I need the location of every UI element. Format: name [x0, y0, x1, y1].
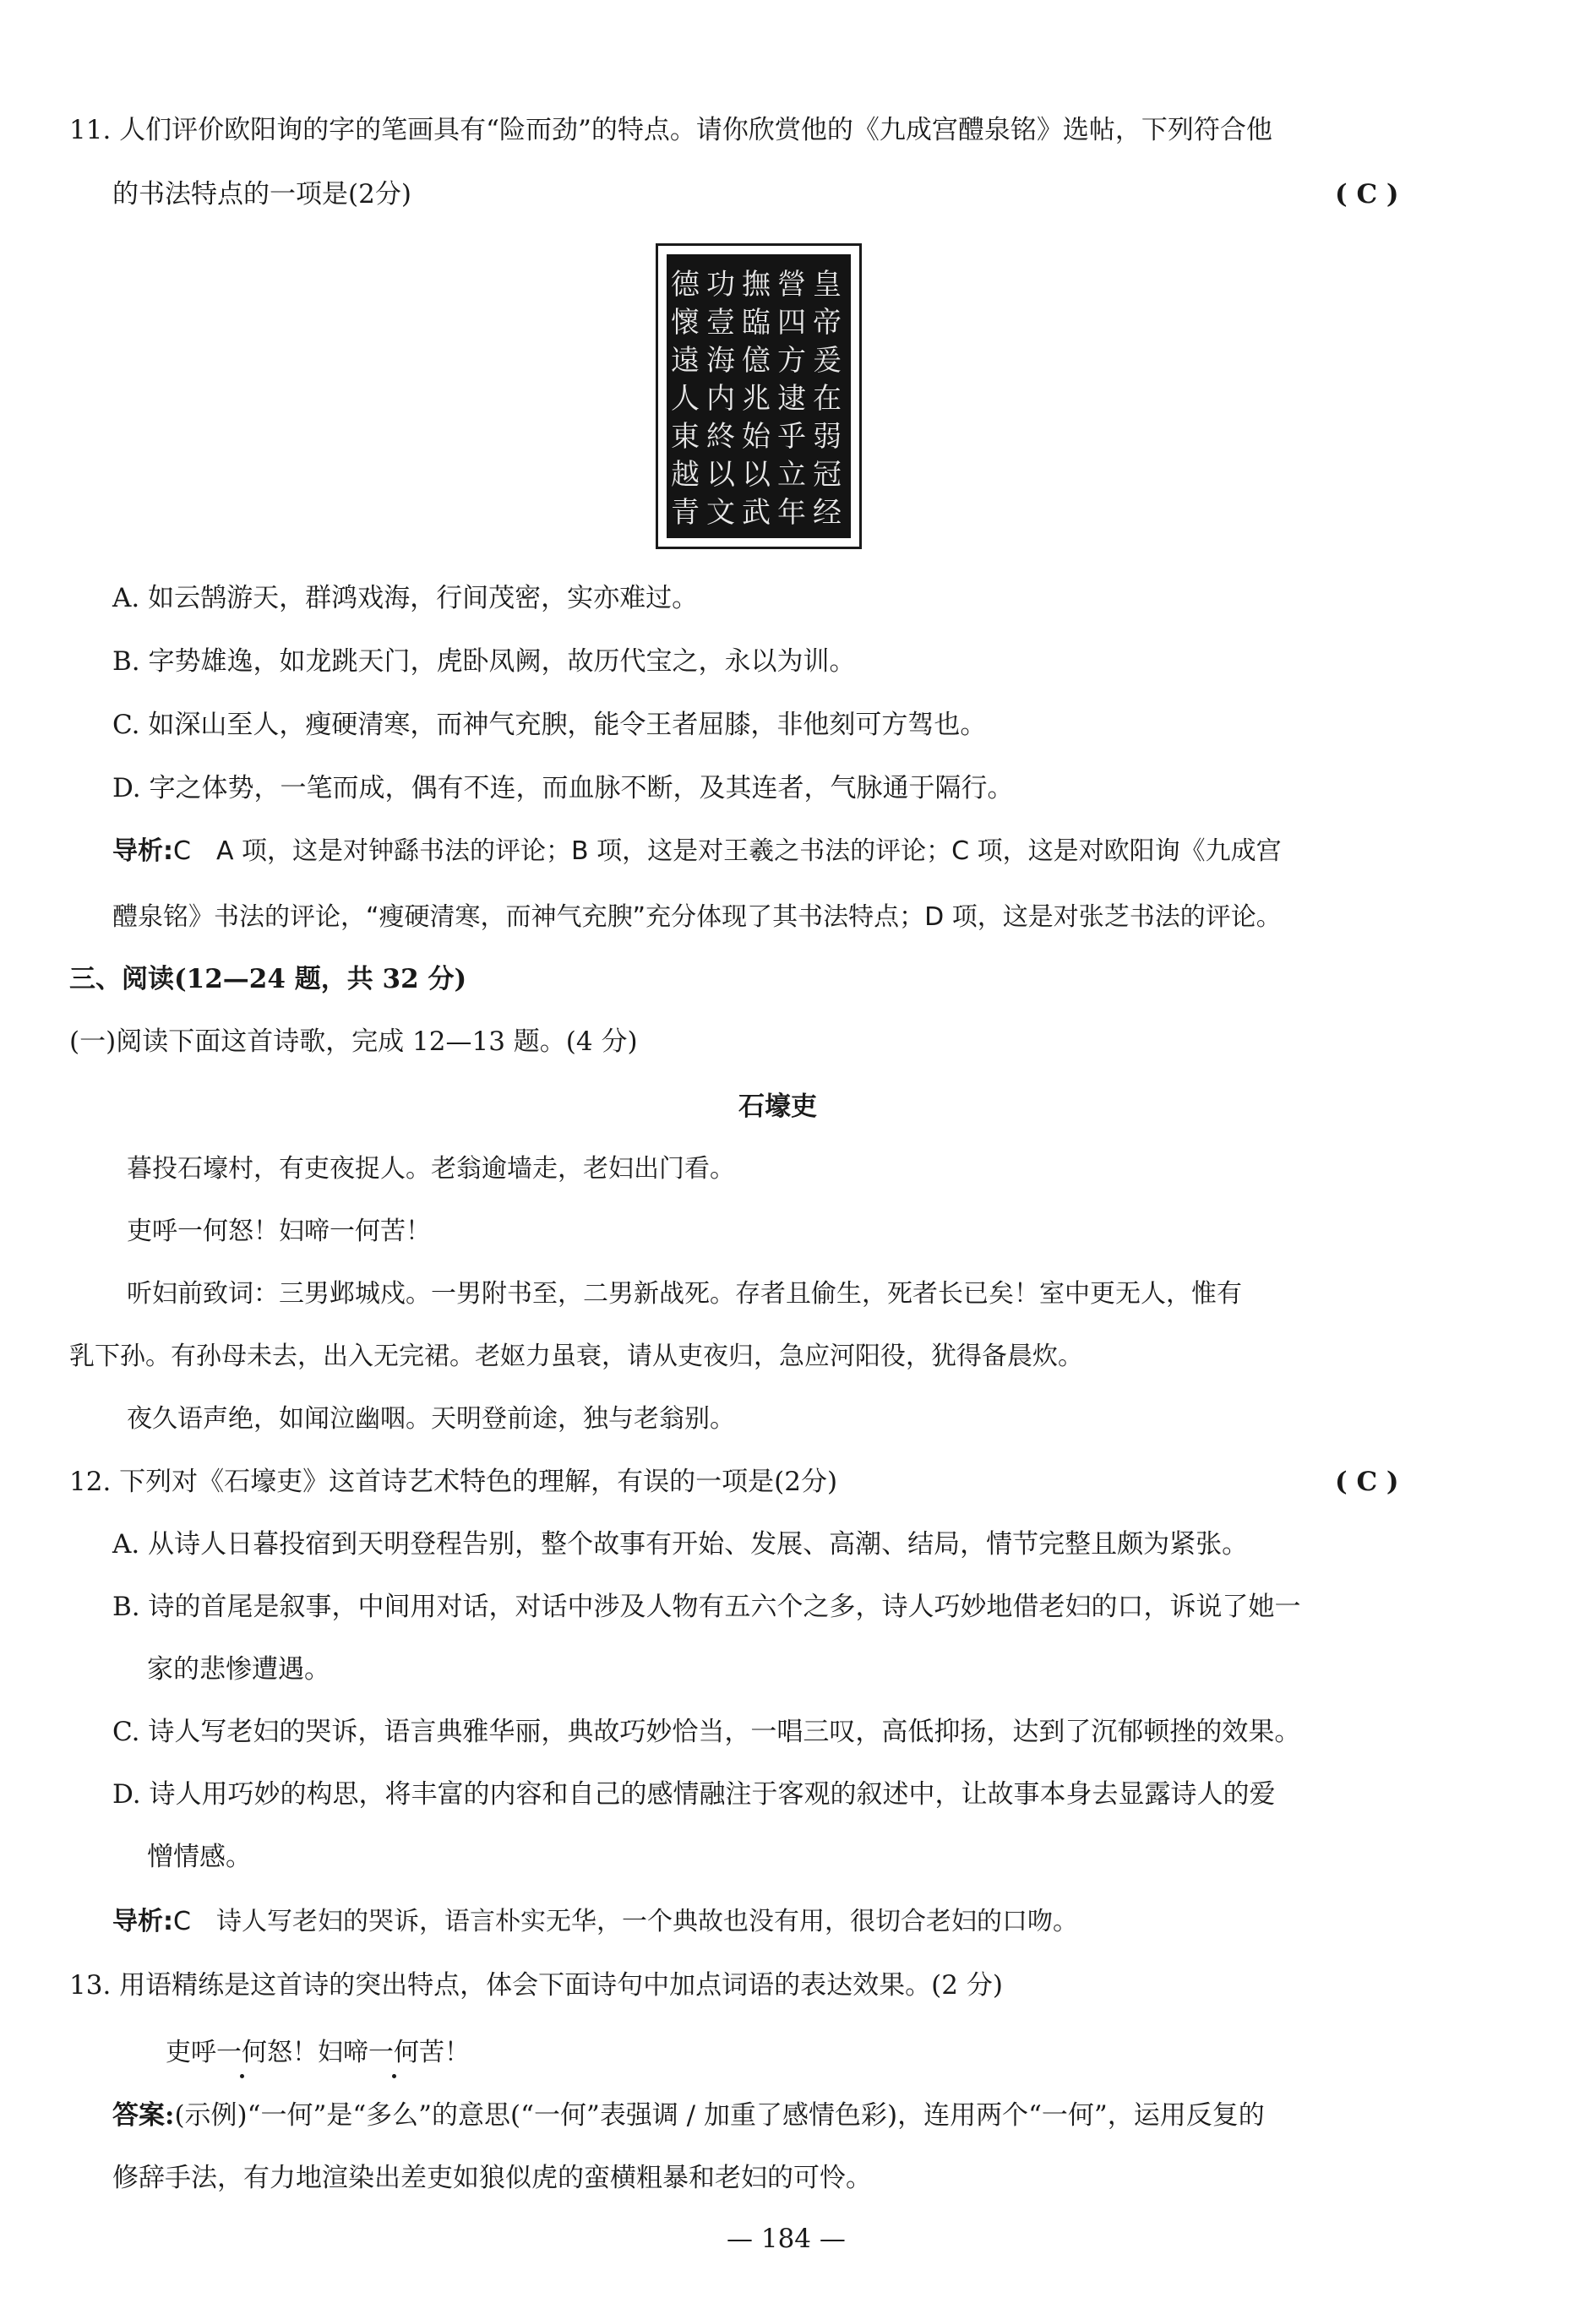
q11-option-d: D. 字之体势，一笔而成，偶有不连，而血脉不断，及其连者，气脉通于隔行。: [112, 773, 1014, 803]
q13-stem: 13. 用语精练是这首诗的突出特点，体会下面诗句中加点词语的表达效果。(2 分): [69, 1970, 1003, 2001]
verse-part: 吏呼: [166, 2038, 216, 2067]
q11-option-c: C. 如深山至人，瘦硬清寒，而神气充腴，能令王者屈膝，非他刻可方驾也。: [112, 710, 987, 740]
section-3-title: 三、阅读(12—24 题，共 32 分): [69, 964, 467, 994]
q13-answer-text: (示例)“一何”是“多么”的意思(“一何”表强调 / 加重了感情色彩)，连用两个“一何”，运用反复的: [174, 2100, 1265, 2131]
q12-answer: ( C ): [1335, 1467, 1399, 1497]
q13-answer-line1: [112, 2099, 1265, 2132]
calligraphy-column: 撫臨億兆始以武: [742, 268, 771, 530]
note-label: 导析:: [112, 836, 173, 866]
q12-option-d-cont: 憎情感。: [147, 1842, 252, 1872]
q12-stem: 12. 下列对《石壕吏》这首诗艺术特色的理解，有误的一项是(2分): [69, 1467, 838, 1497]
poem-line: 听妇前致词：三男邺城戍。一男附书至，二男新战死。存者且偷生，死者长已矣！室中更无人，惟有: [127, 1279, 1242, 1309]
q12-option-b: B. 诗的首尾是叙事，中间用对话，对话中涉及人物有五六个之多，诗人巧妙地借老妇的口，诉说了她一: [112, 1592, 1301, 1622]
q12-option-b-cont: 家的悲惨遭遇。: [147, 1654, 330, 1685]
q12-option-d: D. 诗人用巧妙的构思，将丰富的内容和自己的感情融注于客观的叙述中，让故事本身去显露诗人的爱: [112, 1779, 1276, 1810]
q13-answer-line2: 修辞手法，有力地渲染出差吏如狼似虎的蛮横粗暴和老妇的可怜。: [112, 2163, 872, 2193]
q12-note-text: C 诗人写老妇的哭诉，语言朴实无华，一个典故也没有用，很切合老妇的口吻。: [173, 1907, 1078, 1936]
q12-option-a: A. 从诗人日暮投宿到天明登程告别，整个故事有开始、发展、高潮、结局，情节完整且颇为紧张。: [112, 1529, 1249, 1560]
q11-answer: ( C ): [1335, 179, 1399, 210]
q11-note-text: C A 项，这是对钟繇书法的评论；B 项，这是对王羲之书法的评论；C 项，这是对欧阳询《九成宫: [173, 836, 1282, 866]
poem-line: 夜久语声绝，如闻泣幽咽。天明登前途，独与老翁别。: [127, 1404, 735, 1434]
q11-note-line2: 醴泉铭》书法的评论，“瘦硬清寒，而神气充腴”充分体现了其书法特点；D 项，这是对张芝书法的评论。: [112, 902, 1282, 932]
poem-line: 乳下孙。有孙母未去，出入无完裙。老妪力虽衰，请从吏夜归，急应河阳役，犹得备晨炊。: [69, 1342, 1083, 1371]
section-3-subtitle: (一)阅读下面这首诗歌，完成 12—13 题。(4 分): [69, 1026, 638, 1057]
q11-note-line1: [112, 835, 1282, 868]
calligraphy-column: 營四方逮乎立年: [777, 268, 806, 530]
calligraphy-column: 皇帝爰在弱冠经: [813, 268, 842, 530]
q11-stem-line1: 11. 人们评价欧阳询的字的笔画具有“险而劲”的特点。请你欣赏他的《九成宫醴泉铭》选帖，下列符合他: [69, 115, 1272, 145]
q13-verse: [166, 2036, 470, 2070]
q12-note: [112, 1905, 1078, 1939]
q11-stem-line2: 的书法特点的一项是(2分): [112, 179, 411, 210]
dotted-word: 一何: [368, 2036, 419, 2070]
q11-option-a: A. 如云鹄游天，群鸿戏海，行间茂密，实亦难过。: [112, 583, 699, 613]
dotted-word: 一何: [216, 2036, 267, 2070]
note-label: 导析:: [112, 1907, 173, 1936]
poem-line: 吏呼一何怒！妇啼一何苦！: [127, 1217, 431, 1246]
page-number: — 184 —: [727, 2224, 846, 2254]
calligraphy-column: 德懷遠人東越青: [671, 268, 700, 530]
poem-title: 石壕吏: [738, 1092, 817, 1122]
poem-line: 暮投石壕村，有吏夜捉人。老翁逾墙走，老妇出门看。: [127, 1154, 735, 1184]
verse-part: 苦！: [419, 2038, 470, 2067]
q12-option-c: C. 诗人写老妇的哭诉，语言典雅华丽，典故巧妙恰当，一唱三叹，高低抑扬，达到了沉郁顿挫的效果。: [112, 1717, 1301, 1747]
calligraphy-image: [656, 243, 862, 549]
calligraphy-column: 功壹海内終以文: [706, 268, 735, 530]
answer-label: 答案:: [112, 2100, 175, 2131]
verse-part: 怒！妇啼: [267, 2038, 368, 2067]
q11-option-b: B. 字势雄逸，如龙跳天门，虎卧凤阙，故历代宝之，永以为训。: [112, 646, 856, 677]
